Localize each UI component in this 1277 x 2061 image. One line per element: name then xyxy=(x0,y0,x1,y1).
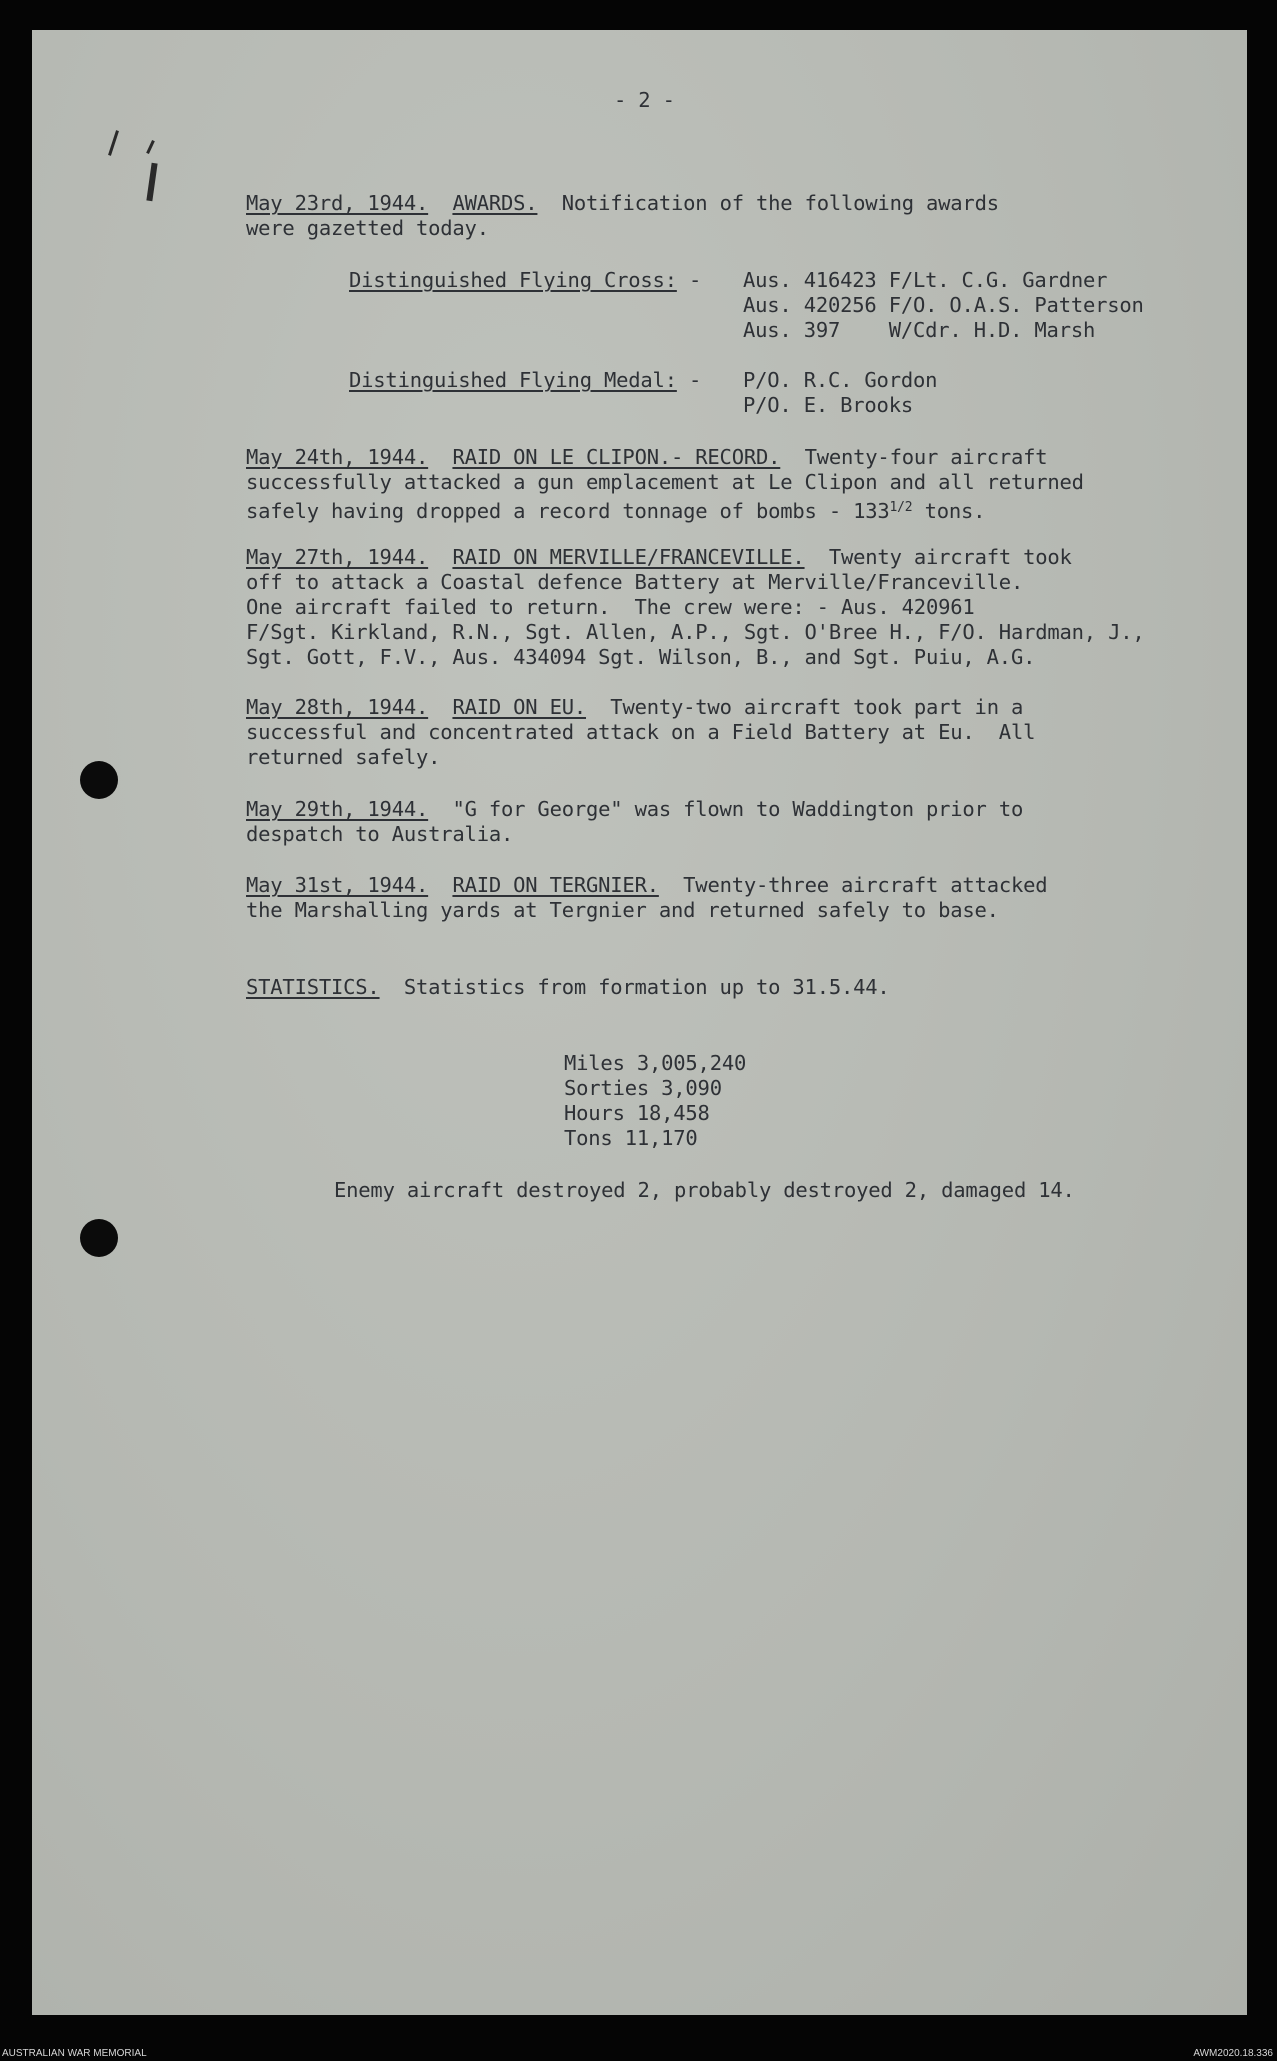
entry-text: Twenty-three aircraft attacked xyxy=(683,873,1048,897)
dfm-label-row xyxy=(349,368,701,393)
entry-date: May 28th, 1944. xyxy=(246,695,429,719)
entry-text: Twenty-four aircraft xyxy=(804,445,1048,469)
entry-text: off to attack a Coastal defence Battery at Merville/Franceville. xyxy=(246,570,1024,594)
entry-may27 xyxy=(246,545,1072,570)
entry-heading: RAID ON TERGNIER. xyxy=(452,873,659,897)
dfc-recipient: Aus. 397 W/Cdr. H.D. Marsh xyxy=(743,318,1096,342)
dfc-label: Distinguished Flying Cross: xyxy=(349,268,677,292)
entry-text: were gazetted today. xyxy=(246,216,489,240)
entry-heading: RAID ON MERVILLE/FRANCEVILLE. xyxy=(452,545,805,569)
dfc-recipient: Aus. 420256 F/O. O.A.S. Patterson xyxy=(743,293,1144,317)
entry-heading: AWARDS. xyxy=(452,191,538,215)
entry-text-row xyxy=(246,495,985,524)
entry-may31 xyxy=(246,873,1047,898)
entry-date: May 31st, 1944. xyxy=(246,873,429,897)
entry-text: despatch to Australia. xyxy=(246,822,514,846)
dfc-label-row xyxy=(349,268,701,293)
statistics-heading: STATISTICS. xyxy=(246,975,380,999)
statistics-row xyxy=(246,975,890,1000)
staple-mark xyxy=(108,130,119,156)
dfc-recipient: Aus. 416423 F/Lt. C.G. Gardner xyxy=(743,268,1108,292)
entry-text: "G for George" was flown to Waddington prior to xyxy=(452,797,1024,821)
entry-text: the Marshalling yards at Tergnier and returned safely to base. xyxy=(246,898,999,922)
footer-institution: AUSTRALIAN WAR MEMORIAL xyxy=(2,2048,147,2059)
entry-text: Sgt. Gott, F.V., Aus. 434094 Sgt. Wilson, B., and Sgt. Puiu, A.G. xyxy=(246,645,1036,669)
statistics-item: Miles 3,005,240 xyxy=(564,1051,747,1075)
dfm-recipient: P/O. R.C. Gordon xyxy=(743,368,938,392)
footer-bar xyxy=(0,2046,1277,2061)
punch-hole-top xyxy=(80,761,118,799)
entry-text: F/Sgt. Kirkland, R.N., Sgt. Allen, A.P., Sgt. O'Bree H., F/O. Hardman, J., xyxy=(246,620,1145,644)
entry-text: Twenty aircraft took xyxy=(828,545,1072,569)
statistics-intro: Statistics from formation up to 31.5.44. xyxy=(403,975,890,999)
entry-date: May 23rd, 1944. xyxy=(246,191,429,215)
entry-text: Twenty-two aircraft took part in a xyxy=(610,695,1024,719)
staple-mark xyxy=(146,163,157,201)
statistics-item: Tons 11,170 xyxy=(564,1126,698,1150)
entry-text: Notification of the following awards xyxy=(561,191,999,215)
entry-date: May 27th, 1944. xyxy=(246,545,429,569)
dfm-label: Distinguished Flying Medal: xyxy=(349,368,677,392)
entry-may23 xyxy=(246,191,999,216)
dfc-dash: - xyxy=(689,268,702,292)
footer-accession-number: AWM2020.18.336 xyxy=(1193,2048,1273,2059)
entry-date: May 24th, 1944. xyxy=(246,445,429,469)
staple-mark xyxy=(146,140,155,154)
entry-text: returned safely. xyxy=(246,745,441,769)
fraction: 1/2 xyxy=(889,500,913,515)
dfm-dash: - xyxy=(689,368,702,392)
page-number: - 2 - xyxy=(614,88,675,112)
entry-may28 xyxy=(246,695,1023,720)
entry-heading: RAID ON LE CLIPON.- RECORD. xyxy=(452,445,781,469)
entry-text: safely having dropped a record tonnage of bombs - 133 xyxy=(246,499,890,523)
punch-hole-bottom xyxy=(80,1219,118,1257)
entry-text: successful and concentrated attack on a Field Battery at Eu. All xyxy=(246,720,1036,744)
entry-text: tons. xyxy=(912,499,986,523)
dfm-recipient: P/O. E. Brooks xyxy=(743,393,913,417)
statistics-item: Sorties 3,090 xyxy=(564,1076,722,1100)
entry-text: successfully attacked a gun emplacement at Le Clipon and all returned xyxy=(246,470,1084,494)
entry-heading: RAID ON EU. xyxy=(452,695,586,719)
statistics-item: Hours 18,458 xyxy=(564,1101,710,1125)
entry-text: One aircraft failed to return. The crew were: - Aus. 420961 xyxy=(246,595,975,619)
document-page xyxy=(32,30,1247,2015)
entry-may24 xyxy=(246,445,1047,470)
entry-may29 xyxy=(246,797,1023,822)
entry-date: May 29th, 1944. xyxy=(246,797,429,821)
statistics-enemy: Enemy aircraft destroyed 2, probably destroyed 2, damaged 14. xyxy=(334,1178,1075,1202)
